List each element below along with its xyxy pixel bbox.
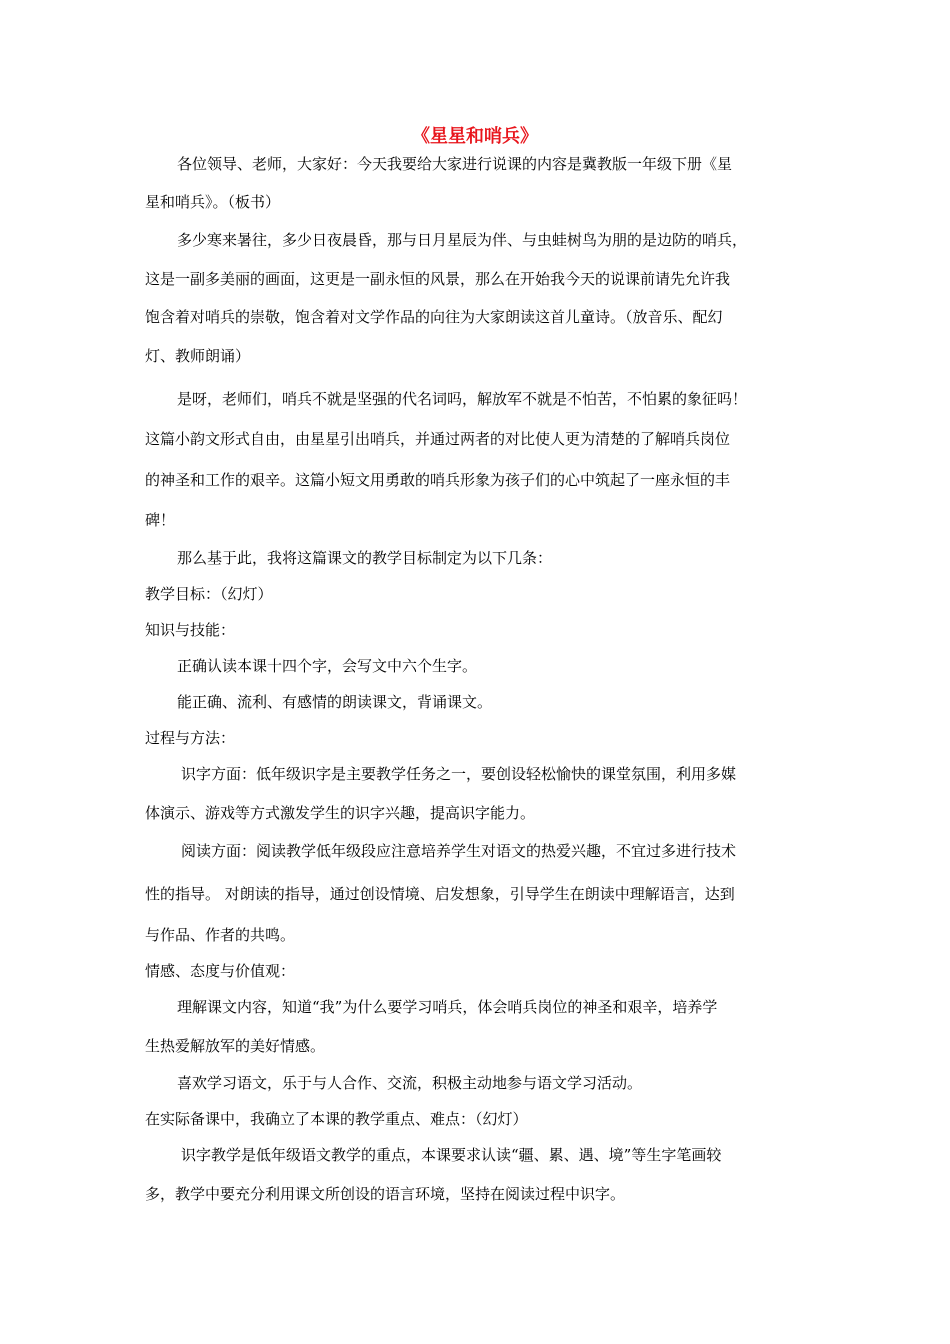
paragraph-line: 各位领导、老师，大家好：今天我要给大家进行说课的内容是冀教版一年级下册《星 (177, 155, 733, 173)
paragraph-line: 阅读方面：阅读教学低年级段应注意培养学生对语文的热爱兴趣，不宜过多进行技术 (181, 842, 737, 860)
paragraph-line: 正确认读本课十四个字，会写文中六个生字。 (177, 657, 478, 675)
paragraph-line: 识字方面：低年级识字是主要教学任务之一，要创设轻松愉快的课堂氛围，利用多媒 (181, 765, 737, 783)
paragraph-line: 识字教学是低年级语文教学的重点，本课要求认读“疆、累、遇、境”等生字笔画较 (181, 1146, 722, 1164)
paragraph-line: 这篇小韵文形式自由，由星星引出哨兵，并通过两者的对比使人更为清楚的了解哨兵岗位 (145, 430, 731, 448)
paragraph-line: 在实际备课中，我确立了本课的教学重点、难点：（幻灯） (145, 1110, 528, 1128)
paragraph-line: 这是一副多美丽的画面，这更是一副永恒的风景，那么在开始我今天的说课前请先允许我 (145, 270, 731, 288)
paragraph-line: 碑！ (145, 511, 176, 529)
section-heading: 过程与方法： (145, 729, 236, 747)
paragraph-line: 体演示、游戏等方式激发学生的识字兴趣，提高识字能力。 (145, 804, 536, 822)
paragraph-line: 那么基于此，我将这篇课文的教学目标制定为以下几条： (177, 549, 553, 567)
section-heading: 教学目标：（幻灯） (145, 585, 273, 603)
paragraph-line: 的神圣和工作的艰辛。这篇小短文用勇敢的哨兵形象为孩子们的心中筑起了一座永恒的丰 (145, 471, 731, 489)
section-heading: 情感、态度与价值观： (145, 962, 296, 980)
paragraph-line: 是呀，老师们，哨兵不就是坚强的代名词吗，解放军不就是不怕苦，不怕累的象征吗！ (177, 390, 748, 408)
paragraph-line: 喜欢学习语文，乐于与人合作、交流，积极主动地参与语文学习活动。 (177, 1074, 643, 1092)
paragraph-line: 饱含着对哨兵的崇敬，饱含着对文学作品的向往为大家朗读这首儿童诗。（放音乐、配幻 (145, 308, 723, 326)
paragraph-line: 生热爱解放军的美好情感。 (145, 1037, 326, 1055)
document-title: 《星星和哨兵》 (412, 126, 538, 147)
paragraph-line: 与作品、作者的共鸣。 (145, 926, 296, 944)
paragraph-line: 能正确、流利、有感情的朗读课文，背诵课文。 (177, 693, 493, 711)
paragraph-line: 多少寒来暑往，多少日夜晨昏，那与日月星辰为伴、与虫蛙树鸟为朋的是边防的哨兵， (177, 231, 748, 249)
section-heading: 知识与技能： (145, 621, 236, 639)
paragraph-line: 多，教学中要充分利用课文所创设的语言环境，坚持在阅读过程中识字。 (145, 1185, 626, 1203)
paragraph-line: 灯、教师朗诵） (145, 347, 251, 365)
paragraph-line: 性的指导。 对朗读的指导，通过创设情境、启发想象，引导学生在朗读中理解语言，达到 (145, 885, 735, 903)
paragraph-line: 星和哨兵》。（板书） (145, 193, 281, 211)
paragraph-line: 理解课文内容，知道“我”为什么要学习哨兵，体会哨兵岗位的神圣和艰辛，培养学 (177, 998, 718, 1016)
